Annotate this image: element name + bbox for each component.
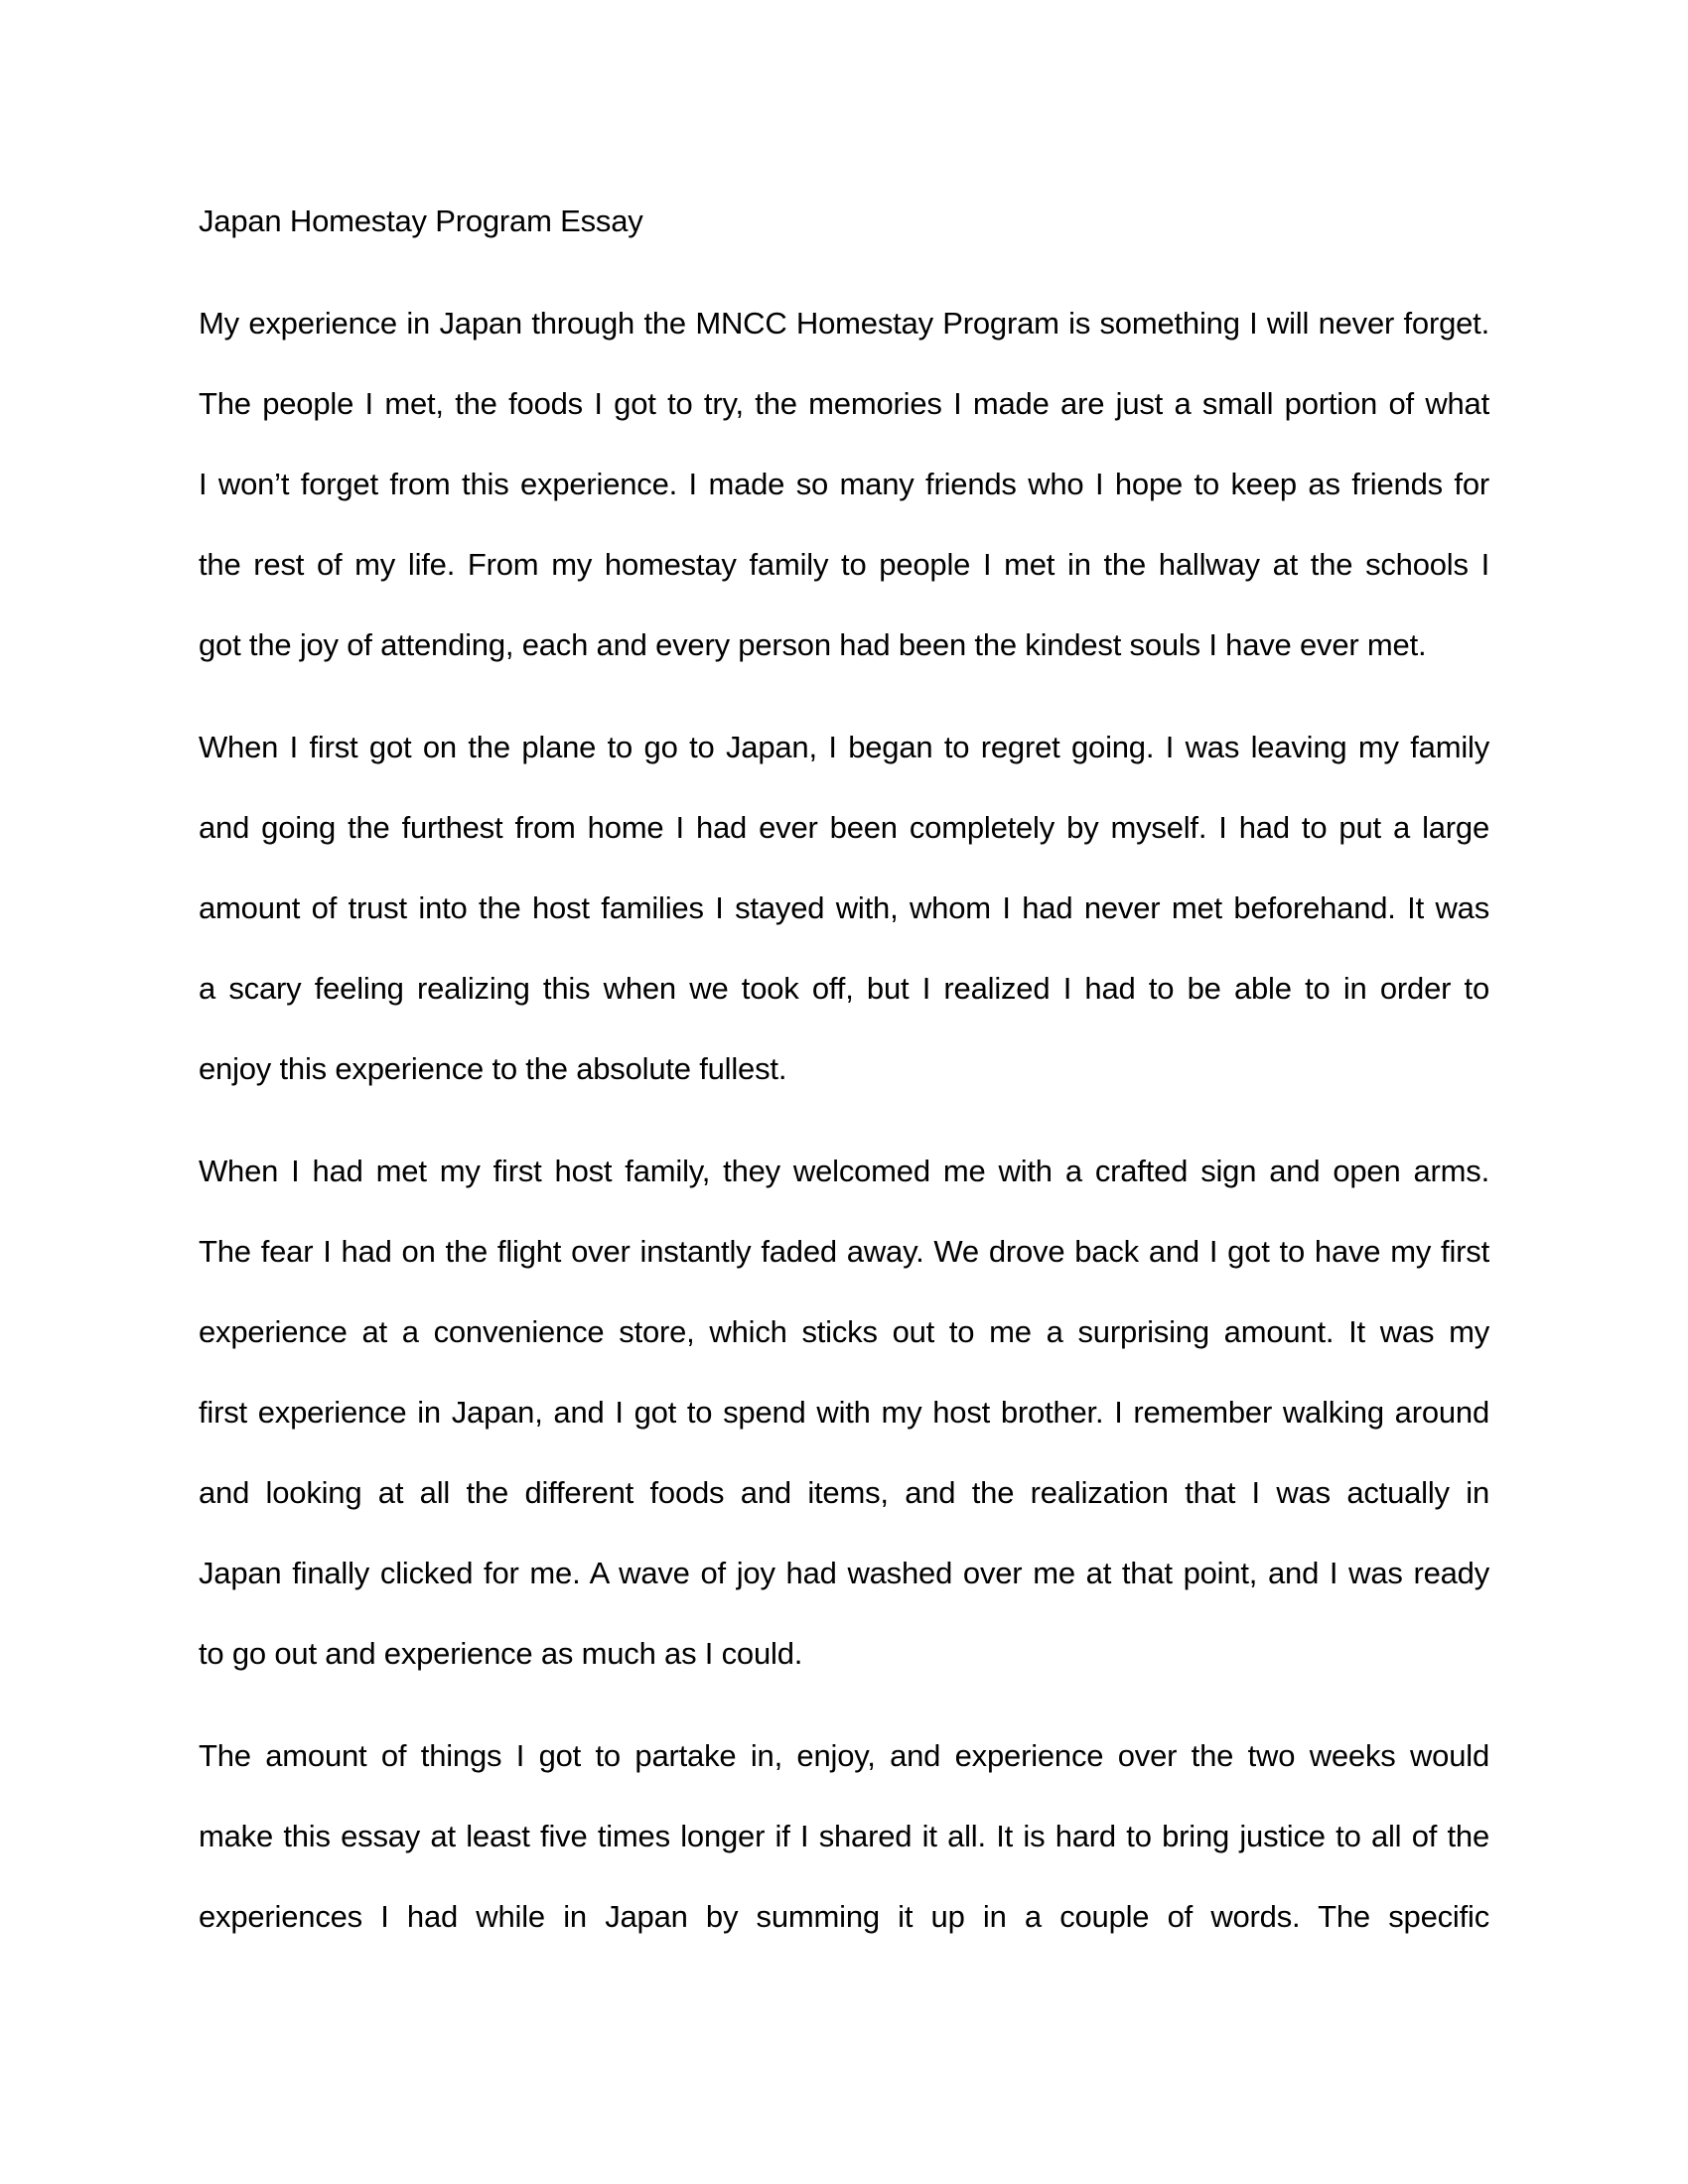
text-line: I won’t forget from this experience. I made so many friends who I hope to keep as friends for [199, 467, 1489, 501]
essay-paragraph-4 [199, 1715, 1489, 1957]
text-line: a scary feeling realizing this when we took off, but I realized I had to be able to in order to [199, 971, 1489, 1006]
text-line: to go out and experience as much as I could. [199, 1636, 803, 1671]
text-line: amount of trust into the host families I stayed with, whom I had never met beforehand. It was [199, 890, 1489, 925]
text-line: make this essay at least five times longer if I shared it all. It is hard to bring justice to all of the [199, 1819, 1489, 1853]
text-line: and going the furthest from home I had ever been completely by myself. I had to put a large [199, 810, 1489, 845]
text-line: The fear I had on the flight over instantly faded away. We drove back and I got to have my first [199, 1234, 1489, 1269]
text-line: When I first got on the plane to go to Japan, I began to regret going. I was leaving my family [199, 730, 1489, 764]
text-line: and looking at all the different foods and items, and the realization that I was actually in [199, 1475, 1489, 1510]
text-line: the rest of my life. From my homestay family to people I met in the hallway at the schools I [199, 547, 1489, 582]
text-line: enjoy this experience to the absolute fullest. [199, 1051, 787, 1086]
text-line: got the joy of attending, each and every person had been the kindest souls I have ever met. [199, 627, 1427, 662]
essay-paragraph-1 [199, 283, 1489, 685]
essay-paragraph-2 [199, 707, 1489, 1109]
document-title: Japan Homestay Program Essay [199, 204, 643, 238]
text-line: experience at a convenience store, which sticks out to me a surprising amount. It was my [199, 1314, 1489, 1349]
text-line: experiences I had while in Japan by summing it up in a couple of words. The specific [199, 1899, 1489, 1934]
text-line: My experience in Japan through the MNCC Homestay Program is something I will never forget. [199, 306, 1489, 341]
text-line: When I had met my first host family, they welcomed me with a crafted sign and open arms. [199, 1154, 1489, 1188]
essay-body [199, 283, 1489, 1957]
text-line: The people I met, the foods I got to try, the memories I made are just a small portion of what [199, 386, 1489, 421]
text-line: first experience in Japan, and I got to spend with my host brother. I remember walking around [199, 1395, 1489, 1430]
essay-paragraph-3 [199, 1131, 1489, 1694]
text-line: Japan finally clicked for me. A wave of joy had washed over me at that point, and I was ready [199, 1556, 1489, 1590]
text-line: The amount of things I got to partake in, enjoy, and experience over the two weeks would [199, 1738, 1489, 1773]
